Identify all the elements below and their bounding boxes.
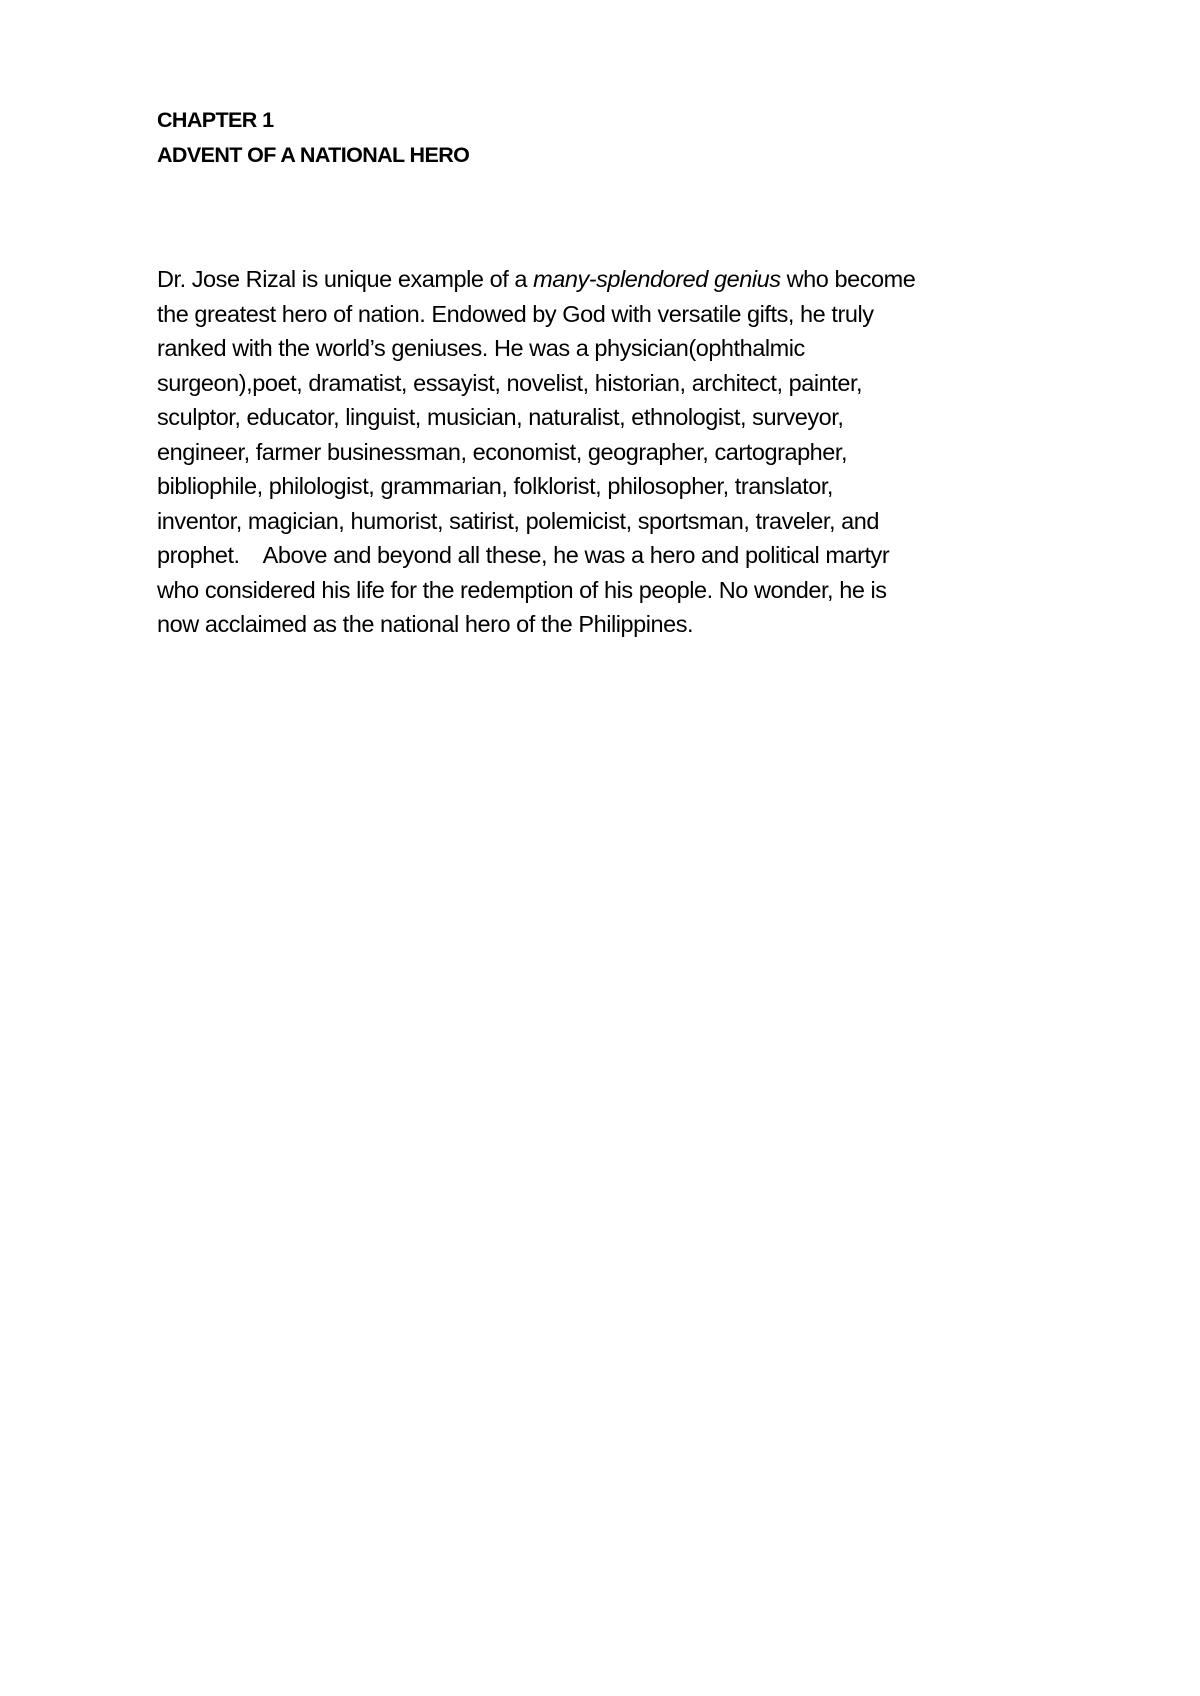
chapter-title: ADVENT OF A NATIONAL HERO — [157, 143, 470, 167]
body-paragraph — [157, 262, 1037, 642]
paragraph-text: Dr. Jose Rizal is unique example of a — [157, 266, 534, 292]
paragraph-line: bibliophile, philologist, grammarian, folklorist, philosopher, translator, — [157, 473, 833, 499]
paragraph-line: surgeon),poet, dramatist, essayist, novelist, historian, architect, painter, — [157, 369, 863, 396]
emphasized-text: many-splendored genius — [533, 266, 781, 292]
paragraph-line: engineer, farmer businessman, economist, geographer, cartographer, — [157, 438, 848, 465]
paragraph-line: who considered his life for the redemption of his people. No wonder, he is — [157, 576, 887, 603]
chapter-heading — [157, 103, 1037, 173]
paragraph-line: inventor, magician, humorist, satirist, polemicist, sportsman, traveler, and — [157, 507, 880, 534]
paragraph-line: ranked with the world’s geniuses. He was a physician(ophthalmic — [157, 335, 805, 361]
paragraph-text: who become — [780, 266, 916, 292]
paragraph-line: sculptor, educator, linguist, musician, naturalist, ethnologist, surveyor, — [157, 404, 844, 430]
paragraph-line: now acclaimed as the national hero of the Philippines. — [157, 611, 694, 637]
paragraph-line: the greatest hero of nation. Endowed by God with versatile gifts, he truly — [157, 300, 874, 327]
paragraph-line — [157, 262, 1037, 297]
paragraph-line: prophet. Above and beyond all these, he was a hero and political martyr — [157, 542, 890, 568]
chapter-label: CHAPTER 1 — [157, 108, 274, 132]
